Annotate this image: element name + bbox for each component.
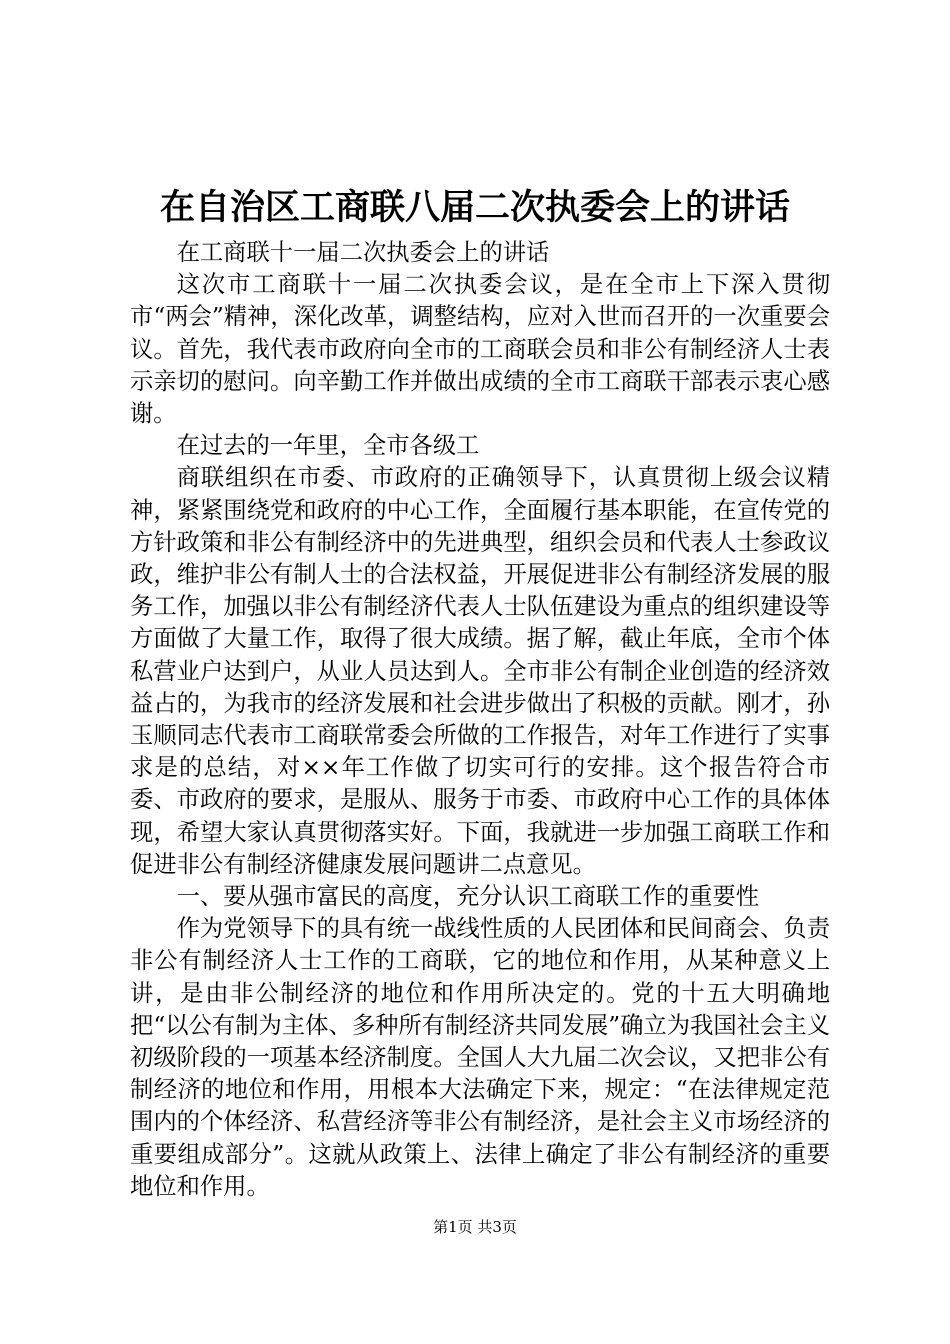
paragraph-past-year-start: 在过去的一年里，全市各级工 [176, 432, 480, 460]
section-heading-1: 一、要从强市富民的高度，充分认识工商联工作的重要性 [176, 883, 760, 911]
paragraph-section-1: 作为党领导下的具有统一战线性质的人民团体和民间商会、负责非公有制经济人士工作的工商联，它的地位和作用，从某种意义上讲，是由非公制经济的地位和作用所决定的。党的十五大明确地把“以公有制为主体、多种所有制经济共同发展”确立为我国社会主义初级阶段的一项基本经济制度。全国人大九届二次会议，又把非公有制经济的地位和作用，用根本大法确定下来，规定：“在法律规定范围内的个体经济、私营经济等非公有制经济，是社会主义市场经济的重要组成部分”。这就从政策上、法律上确定了非公有制经济的重要地位和作用。 [130, 915, 830, 1200]
paragraph-subtitle: 在工商联十一届二次执委会上的讲话 [176, 239, 550, 266]
paragraph-opening: 这次市工商联十一届二次执委会议，是在全市上下深入贯彻市“两会”精神，深化改革，调整结构，应对入世而召开的一次重要会议。首先，我代表市政府向全市的工商联会员和非公有制经济人士表示亲切的慰问。向辛勤工作并做出成绩的全市工商联干部表示衷心感谢。 [130, 271, 830, 428]
page-number: 第1页 共3页 [433, 1218, 517, 1236]
paragraph-past-year-body: 商联组织在市委、市政府的正确领导下，认真贯彻上级会议精神，紧紧围绕党和政府的中心工作，全面履行基本职能，在宣传党的方针政策和非公有制经济中的先进典型，组织会员和代表人士参政议政，维护非公有制人士的合法权益，开展促进非公有制经济发展的服务工作，加强以非公有制经济代表人士队伍建设为重点的组织建设等方面做了大量工作，取得了很大成绩。据了解，截止年底，全市个体私营业户达到户，从业人员达到人。全市非公有制企业创造的经济效益占的，为我市的经济发展和社会进步做出了积极的贡献。刚才，孙玉顺同志代表市工商联常委会所做的工作报告，对年工作进行了实事求是的总结，对××年工作做了切实可行的安排。这个报告符合市委、市政府的要求，是服从、服务于市委、市政府中心工作的具体体现，希望大家认真贯彻落实好。下面，我就进一步加强工商联工作和促进非公有制经济健康发展问题讲二点意见。 [130, 464, 830, 878]
document-title: 在自治区工商联八届二次执委会上的讲话 [159, 188, 790, 228]
document-body [130, 237, 830, 1203]
